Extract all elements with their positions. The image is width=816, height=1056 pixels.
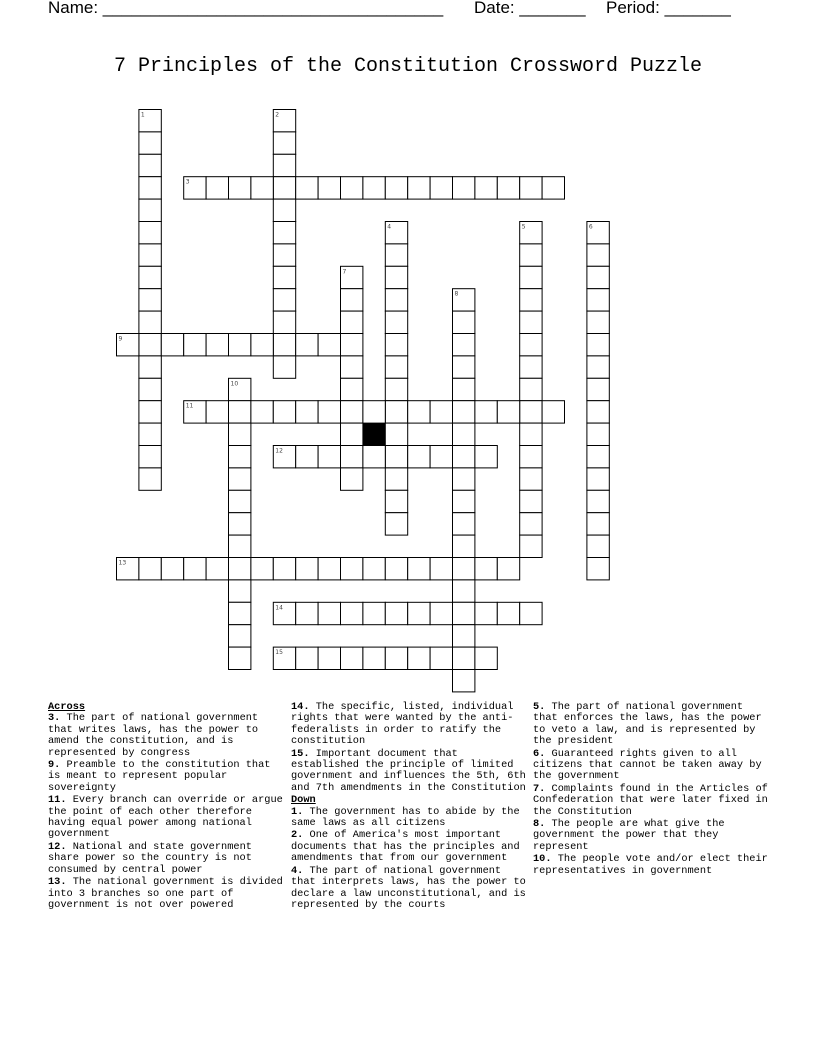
grid-cell[interactable] bbox=[273, 356, 295, 378]
grid-cell[interactable] bbox=[385, 177, 407, 199]
grid-cell[interactable] bbox=[385, 311, 407, 333]
grid-cell[interactable] bbox=[229, 490, 251, 512]
grid-clue-number: 14 bbox=[275, 604, 283, 612]
across-clue-15: 15. Important document that established the principle of limited government and influences the 5th, 6th and 7th amendments in the Constitution bbox=[291, 747, 526, 794]
grid-cell[interactable] bbox=[206, 558, 228, 580]
grid-cell[interactable] bbox=[385, 647, 407, 669]
grid-cell[interactable] bbox=[139, 378, 161, 400]
grid-cell[interactable] bbox=[408, 177, 430, 199]
grid-cell[interactable] bbox=[453, 580, 475, 602]
grid-cell[interactable] bbox=[139, 446, 161, 468]
grid-cell[interactable] bbox=[475, 647, 497, 669]
grid-cell[interactable] bbox=[229, 334, 251, 356]
grid-cell[interactable] bbox=[385, 513, 407, 535]
grid-cell[interactable] bbox=[453, 602, 475, 624]
grid-cell[interactable] bbox=[229, 535, 251, 557]
name-field[interactable]: Name: ____________________________________ bbox=[48, 0, 444, 17]
grid-cell[interactable] bbox=[430, 647, 452, 669]
grid-cell[interactable] bbox=[430, 177, 452, 199]
grid-cell[interactable] bbox=[296, 602, 318, 624]
grid-cell[interactable] bbox=[587, 244, 609, 266]
grid-cell[interactable] bbox=[229, 602, 251, 624]
grid-cell[interactable] bbox=[229, 558, 251, 580]
grid-clue-number: 13 bbox=[118, 559, 127, 567]
grid-cell[interactable] bbox=[318, 334, 340, 356]
grid-cell[interactable] bbox=[408, 558, 430, 580]
grid-cell[interactable] bbox=[587, 378, 609, 400]
down-clue-4: 4. The part of national government that interprets laws, has the power to declare a law unconstitutional, and is represented by the courts bbox=[291, 864, 526, 911]
grid-cell[interactable] bbox=[587, 401, 609, 423]
across-clue-13: 13. The national government is divided into 3 branches so one part of government is not over powered bbox=[48, 876, 283, 911]
grid-cell[interactable] bbox=[408, 647, 430, 669]
grid-cell[interactable] bbox=[273, 334, 295, 356]
grid-cell[interactable] bbox=[475, 446, 497, 468]
grid-cell[interactable] bbox=[251, 401, 273, 423]
grid-clue-number: 8 bbox=[454, 290, 459, 298]
grid-cell[interactable] bbox=[296, 446, 318, 468]
down-clue-6: 6. Guaranteed rights given to all citizens that cannot be taken away by the government bbox=[533, 747, 762, 783]
grid-cell[interactable] bbox=[161, 558, 183, 580]
grid-cell[interactable] bbox=[453, 311, 475, 333]
grid-cell[interactable] bbox=[318, 177, 340, 199]
grid-cell[interactable] bbox=[497, 401, 519, 423]
grid-cell[interactable] bbox=[229, 580, 251, 602]
date-field[interactable]: Date: _______ bbox=[474, 0, 586, 17]
grid-cell[interactable] bbox=[341, 647, 363, 669]
grid-cell[interactable] bbox=[520, 356, 542, 378]
grid-cell[interactable] bbox=[430, 401, 452, 423]
grid-cell[interactable] bbox=[587, 446, 609, 468]
grid-cell[interactable] bbox=[475, 558, 497, 580]
grid-cell[interactable] bbox=[453, 446, 475, 468]
grid-cell[interactable] bbox=[139, 311, 161, 333]
grid-cell[interactable] bbox=[318, 558, 340, 580]
grid-cell[interactable] bbox=[251, 177, 273, 199]
grid-cell[interactable] bbox=[587, 490, 609, 512]
grid-cell[interactable] bbox=[385, 334, 407, 356]
grid-cell[interactable] bbox=[273, 289, 295, 311]
clues-column-3 bbox=[533, 702, 773, 878]
grid-cell[interactable] bbox=[520, 401, 542, 423]
grid-cell[interactable] bbox=[520, 311, 542, 333]
down-clue-10: 10. The people vote and/or elect their representatives in government bbox=[533, 853, 768, 877]
grid-cell[interactable] bbox=[408, 401, 430, 423]
across-clue-12: 12. National and state government share power so the country is not consumed by central power bbox=[48, 840, 252, 876]
grid-cell[interactable] bbox=[385, 378, 407, 400]
grid-cell[interactable] bbox=[229, 468, 251, 490]
grid-cell[interactable] bbox=[453, 647, 475, 669]
grid-cell[interactable] bbox=[296, 558, 318, 580]
grid-cell[interactable] bbox=[229, 647, 251, 669]
across-clue-14: 14. The specific, listed, individual rights that were wanted by the anti-federalists in order to ratify the constitution bbox=[291, 701, 514, 748]
down-clue-5: 5. The part of national government that enforces the laws, has the power to veto a law, and is represented by the president bbox=[533, 701, 762, 748]
grid-cell[interactable] bbox=[273, 154, 295, 176]
grid-clue-number: 12 bbox=[275, 447, 283, 455]
grid-cell[interactable] bbox=[251, 334, 273, 356]
grid-cell[interactable] bbox=[341, 602, 363, 624]
grid-clue-number: 6 bbox=[588, 223, 593, 231]
grid-cell[interactable] bbox=[139, 289, 161, 311]
grid-clue-number: 3 bbox=[185, 178, 190, 186]
grid-cell[interactable] bbox=[385, 468, 407, 490]
grid-cell[interactable] bbox=[273, 199, 295, 221]
grid-cell[interactable] bbox=[587, 468, 609, 490]
grid-cell[interactable] bbox=[520, 446, 542, 468]
grid-cell[interactable] bbox=[385, 446, 407, 468]
grid-cell[interactable] bbox=[520, 423, 542, 445]
grid-cell[interactable] bbox=[453, 177, 475, 199]
grid-cell[interactable] bbox=[318, 401, 340, 423]
page-title: 7 Principles of the Constitution Crossword Puzzle bbox=[113, 55, 703, 78]
grid-cell[interactable] bbox=[385, 423, 407, 445]
grid-cell[interactable] bbox=[341, 423, 363, 445]
grid-cell[interactable] bbox=[520, 468, 542, 490]
grid-cell[interactable] bbox=[273, 244, 295, 266]
grid-cell[interactable] bbox=[453, 558, 475, 580]
grid-cell[interactable] bbox=[587, 334, 609, 356]
grid-clue-number: 5 bbox=[521, 223, 526, 231]
grid-cell[interactable] bbox=[475, 177, 497, 199]
grid-cell[interactable] bbox=[430, 558, 452, 580]
grid-cell[interactable] bbox=[430, 602, 452, 624]
grid-block bbox=[363, 423, 385, 445]
grid-cell[interactable] bbox=[385, 356, 407, 378]
grid-cell[interactable] bbox=[520, 289, 542, 311]
grid-cell[interactable] bbox=[363, 602, 385, 624]
grid-cell[interactable] bbox=[296, 177, 318, 199]
grid-cell[interactable] bbox=[229, 423, 251, 445]
across-clue-11: 11. Every branch can override or argue the point of each other therefore having equal power among national government bbox=[48, 794, 283, 841]
down-clue-8: 8. The people are what give the government the power that they represent bbox=[533, 818, 725, 853]
grid-cell[interactable] bbox=[453, 378, 475, 400]
grid-cell[interactable] bbox=[363, 177, 385, 199]
grid-cell[interactable] bbox=[453, 513, 475, 535]
grid-cell[interactable] bbox=[273, 222, 295, 244]
grid-cell[interactable] bbox=[385, 266, 407, 288]
grid-cell[interactable] bbox=[363, 401, 385, 423]
grid-cell[interactable] bbox=[318, 647, 340, 669]
grid-cell[interactable] bbox=[520, 334, 542, 356]
grid-cell[interactable] bbox=[341, 334, 363, 356]
grid-cell[interactable] bbox=[385, 602, 407, 624]
grid-cell[interactable] bbox=[587, 558, 609, 580]
grid-clue-number: 2 bbox=[275, 111, 280, 119]
grid-clue-number: 1 bbox=[140, 111, 145, 119]
grid-cell[interactable] bbox=[363, 647, 385, 669]
clues-column-2 bbox=[291, 702, 527, 912]
grid-cell[interactable] bbox=[520, 378, 542, 400]
grid-cell[interactable] bbox=[408, 602, 430, 624]
grid-clue-number: 10 bbox=[230, 380, 239, 388]
grid-cell[interactable] bbox=[229, 446, 251, 468]
grid-cell[interactable] bbox=[341, 356, 363, 378]
grid-cell[interactable] bbox=[430, 446, 452, 468]
grid-clue-number: 4 bbox=[387, 223, 392, 231]
across-heading: Across bbox=[48, 701, 86, 713]
grid-cell[interactable] bbox=[139, 558, 161, 580]
down-clue-7: 7. Complaints found in the Articles of Confederation that were later fixed in the Constitution bbox=[533, 782, 768, 818]
grid-cell[interactable] bbox=[363, 446, 385, 468]
grid-cell[interactable] bbox=[296, 647, 318, 669]
grid-cell[interactable] bbox=[520, 266, 542, 288]
grid-cell[interactable] bbox=[520, 602, 542, 624]
grid-cell[interactable] bbox=[453, 490, 475, 512]
grid-cell[interactable] bbox=[453, 334, 475, 356]
grid-cell[interactable] bbox=[273, 558, 295, 580]
grid-cell[interactable] bbox=[341, 468, 363, 490]
grid-clue-number: 7 bbox=[342, 268, 347, 276]
grid-cell[interactable] bbox=[229, 401, 251, 423]
grid-cell[interactable] bbox=[475, 602, 497, 624]
grid-cell[interactable] bbox=[296, 334, 318, 356]
grid-cell[interactable] bbox=[184, 558, 206, 580]
grid-cell[interactable] bbox=[520, 490, 542, 512]
grid-cell[interactable] bbox=[587, 356, 609, 378]
grid-cell[interactable] bbox=[229, 177, 251, 199]
across-clue-3: 3. The part of national government that writes laws, has the power to amend the constitution, and is represented by congress bbox=[48, 712, 259, 759]
grid-cell[interactable] bbox=[520, 177, 542, 199]
grid-cell[interactable] bbox=[139, 222, 161, 244]
grid-cell[interactable] bbox=[587, 289, 609, 311]
grid-cell[interactable] bbox=[296, 401, 318, 423]
grid-clue-number: 15 bbox=[275, 649, 283, 657]
grid-cell[interactable] bbox=[520, 244, 542, 266]
grid-cell[interactable] bbox=[587, 266, 609, 288]
grid-cell[interactable] bbox=[341, 558, 363, 580]
grid-cell[interactable] bbox=[385, 490, 407, 512]
grid-cell[interactable] bbox=[341, 401, 363, 423]
grid-cell[interactable] bbox=[273, 266, 295, 288]
grid-cell[interactable] bbox=[139, 177, 161, 199]
grid-cell[interactable] bbox=[453, 535, 475, 557]
grid-cell[interactable] bbox=[453, 625, 475, 647]
grid-cell[interactable] bbox=[341, 311, 363, 333]
grid-cell[interactable] bbox=[229, 513, 251, 535]
grid-cell[interactable] bbox=[587, 513, 609, 535]
grid-cell[interactable] bbox=[453, 423, 475, 445]
grid-cell[interactable] bbox=[251, 558, 273, 580]
grid-cell[interactable] bbox=[273, 177, 295, 199]
grid-cell[interactable] bbox=[139, 244, 161, 266]
grid-cell[interactable] bbox=[139, 401, 161, 423]
grid-cell[interactable] bbox=[206, 177, 228, 199]
grid-cell[interactable] bbox=[520, 513, 542, 535]
grid-cell[interactable] bbox=[161, 334, 183, 356]
grid-cell[interactable] bbox=[453, 356, 475, 378]
grid-cell[interactable] bbox=[341, 177, 363, 199]
grid-cell[interactable] bbox=[475, 401, 497, 423]
grid-cell[interactable] bbox=[139, 132, 161, 154]
grid-cell[interactable] bbox=[587, 311, 609, 333]
grid-cell[interactable] bbox=[184, 334, 206, 356]
grid-clue-number: 11 bbox=[185, 402, 194, 410]
grid-cell[interactable] bbox=[273, 401, 295, 423]
grid-cell[interactable] bbox=[385, 558, 407, 580]
down-heading: Down bbox=[291, 794, 316, 807]
down-clue-2: 2. One of America's most important documents that has the principles and amendments that from our government bbox=[291, 829, 520, 865]
grid-cell[interactable] bbox=[542, 177, 564, 199]
grid-cell[interactable] bbox=[139, 266, 161, 288]
grid-cell[interactable] bbox=[520, 535, 542, 557]
grid-cell[interactable] bbox=[139, 468, 161, 490]
grid-cell[interactable] bbox=[139, 199, 161, 221]
down-clue-1: 1. The government has to abide by the same laws as all citizens bbox=[291, 805, 520, 830]
grid-cell[interactable] bbox=[139, 154, 161, 176]
grid-cell[interactable] bbox=[206, 334, 228, 356]
grid-cell[interactable] bbox=[385, 401, 407, 423]
grid-cell[interactable] bbox=[318, 602, 340, 624]
grid-cell[interactable] bbox=[229, 625, 251, 647]
grid-cell[interactable] bbox=[408, 446, 430, 468]
grid-cell[interactable] bbox=[497, 177, 519, 199]
across-clue-9: 9. Preamble to the constitution that is meant to represent popular sovereignty bbox=[48, 759, 271, 794]
grid-cell[interactable] bbox=[497, 602, 519, 624]
grid-clue-number: 9 bbox=[118, 335, 123, 343]
grid-cell[interactable] bbox=[318, 446, 340, 468]
grid-cell[interactable] bbox=[273, 132, 295, 154]
period-field[interactable]: Period: _______ bbox=[606, 0, 731, 17]
grid-cell[interactable] bbox=[273, 311, 295, 333]
grid-cell[interactable] bbox=[385, 289, 407, 311]
grid-cell[interactable] bbox=[341, 289, 363, 311]
grid-cell[interactable] bbox=[139, 334, 161, 356]
clues-column-1 bbox=[48, 702, 284, 912]
grid-cell[interactable] bbox=[341, 378, 363, 400]
grid-cell[interactable] bbox=[206, 401, 228, 423]
grid-cell[interactable] bbox=[587, 423, 609, 445]
grid-cell[interactable] bbox=[139, 356, 161, 378]
grid-cell[interactable] bbox=[139, 423, 161, 445]
grid-cell[interactable] bbox=[453, 670, 475, 692]
grid-cell[interactable] bbox=[385, 244, 407, 266]
grid-cell[interactable] bbox=[587, 535, 609, 557]
grid-cell[interactable] bbox=[453, 401, 475, 423]
grid-cell[interactable] bbox=[497, 558, 519, 580]
grid-cell[interactable] bbox=[363, 558, 385, 580]
grid-cell[interactable] bbox=[341, 446, 363, 468]
grid-cell[interactable] bbox=[453, 468, 475, 490]
grid-cell[interactable] bbox=[542, 401, 564, 423]
